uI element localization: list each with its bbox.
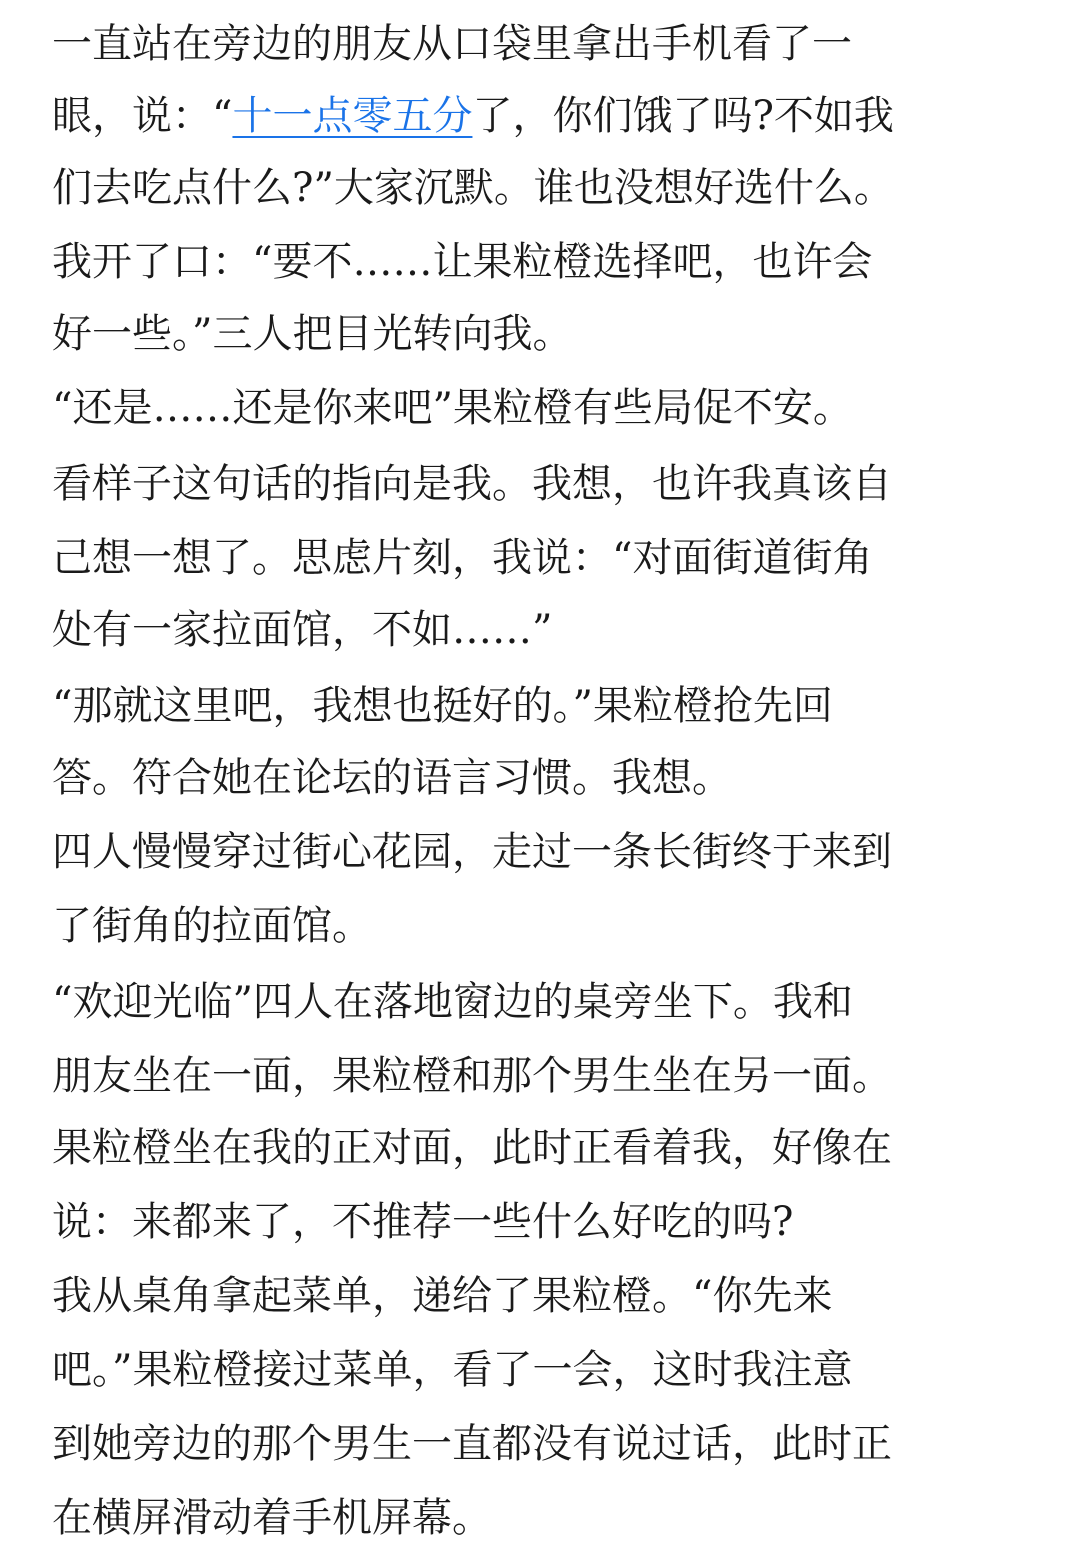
text-line: 到她旁边的那个男生一直都没有说过话，此时正: [52, 1421, 892, 1467]
text-segment: 了，你们饿了吗?不如我: [472, 93, 894, 139]
text-line: “欢迎光临”四人在落地窗边的桌旁坐下。我和: [52, 979, 853, 1025]
text-line: 处有一家拉面馆，不如……”: [52, 607, 553, 653]
text-line: 己想一想了。思虑片刻，我说：“对面街道街角: [52, 535, 873, 581]
text-line: 好一些。”三人把目光转向我。: [52, 311, 573, 357]
text-line: 了街角的拉面馆。: [52, 903, 372, 949]
text-line: “还是……还是你来吧”果粒橙有些局促不安。: [52, 385, 853, 431]
text-line: 一直站在旁边的朋友从口袋里拿出手机看了一: [52, 21, 852, 67]
text-line: 说：来都来了，不推荐一些什么好吃的吗?: [52, 1199, 794, 1245]
text-line: 四人慢慢穿过街心花园，走过一条长街终于来到: [52, 829, 892, 875]
text-line: 答。符合她在论坛的语言习惯。我想。: [52, 755, 732, 801]
text-line: [52, 86, 1032, 146]
text-line: 朋友坐在一面，果粒橙和那个男生坐在另一面。: [52, 1053, 892, 1099]
text-line: 我开了口：“要不……让果粒橙选择吧，也许会: [52, 239, 873, 285]
text-line: 看样子这句话的指向是我。我想，也许我真该自: [52, 461, 892, 507]
time-link[interactable]: 十一点零五分: [232, 93, 473, 139]
text-line: 我从桌角拿起菜单，递给了果粒橙。“你先来: [52, 1273, 833, 1319]
text-line: 吧。”果粒橙接过菜单，看了一会，这时我注意: [52, 1347, 853, 1393]
text-line: 们去吃点什么?”大家沉默。谁也没想好选什么。: [52, 165, 894, 211]
text-line: 在横屏滑动着手机屏幕。: [52, 1495, 492, 1541]
text-line: “那就这里吧，我想也挺好的。”果粒橙抢先回: [52, 683, 833, 729]
text-line: 果粒橙坐在我的正对面，此时正看着我，好像在: [52, 1125, 892, 1171]
text-segment: 眼，说：“: [52, 93, 233, 139]
